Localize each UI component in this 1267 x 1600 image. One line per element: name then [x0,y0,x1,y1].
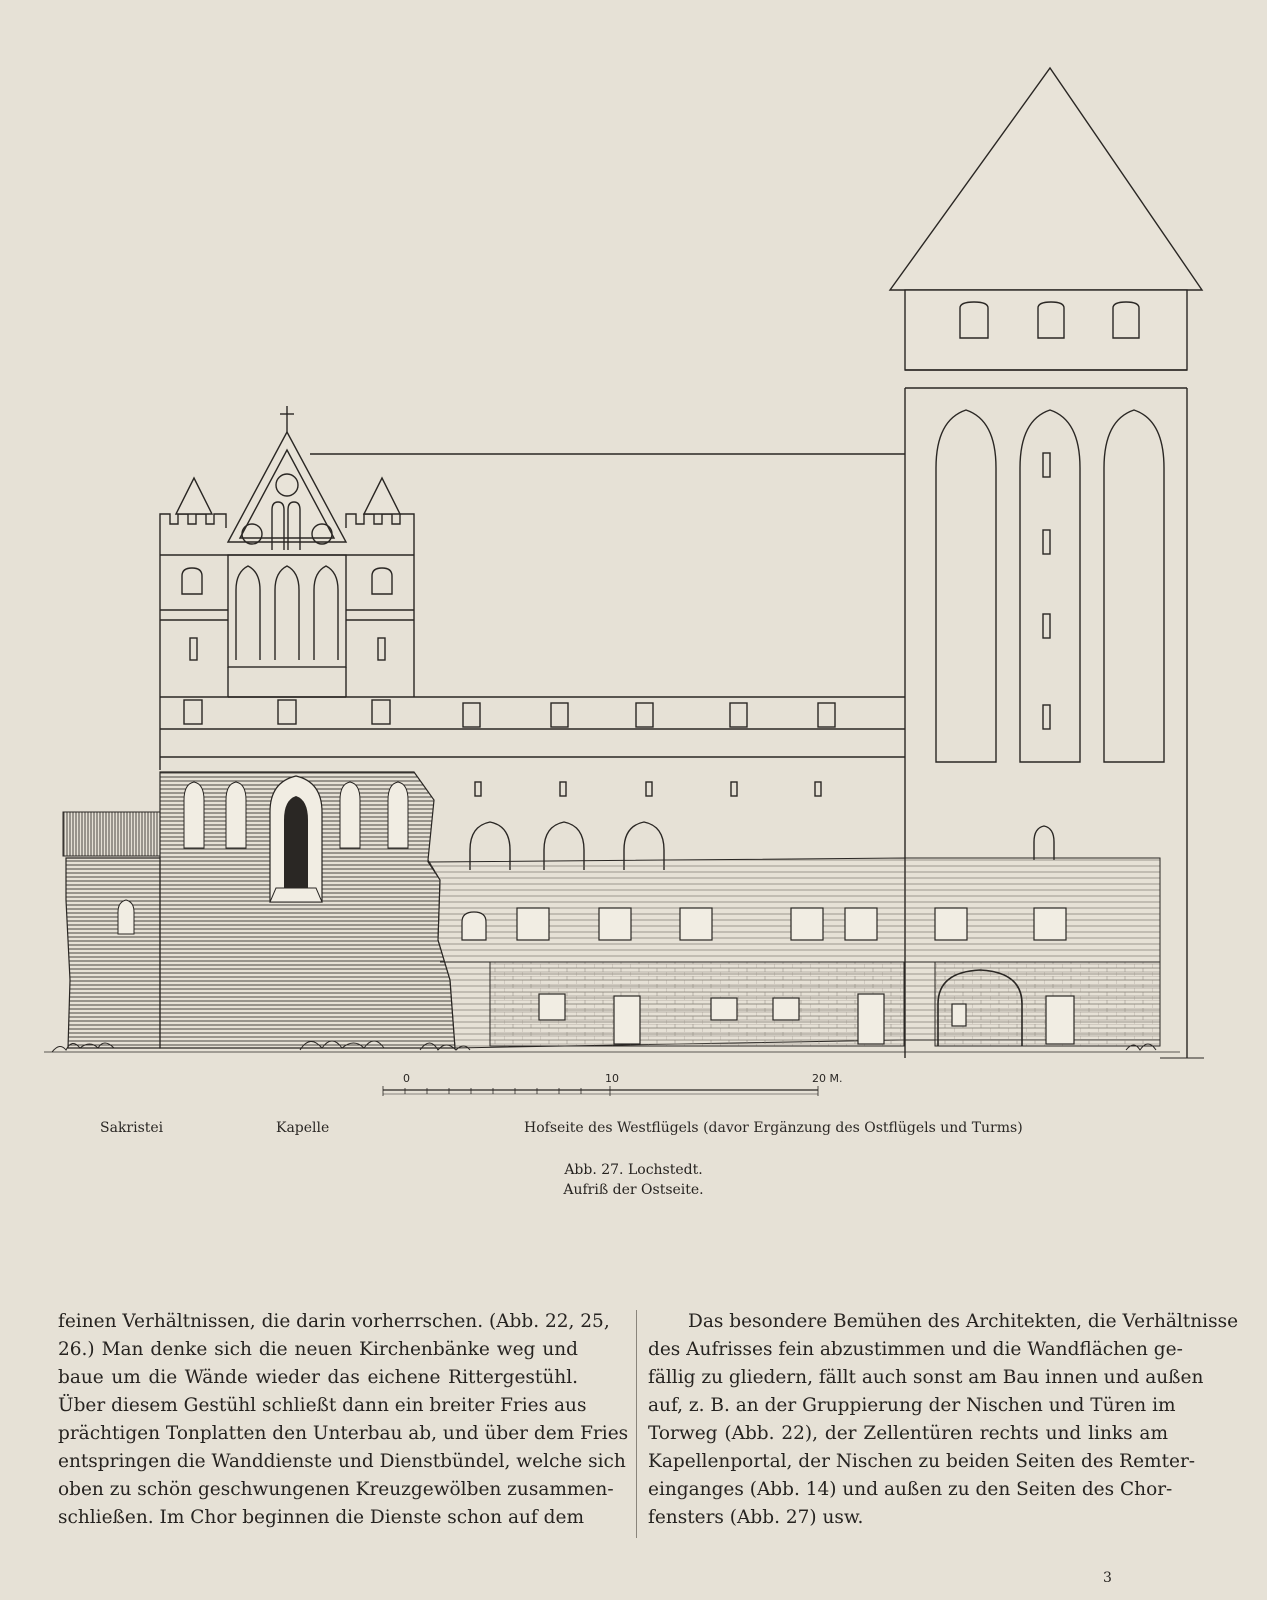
text-line: Torweg (Abb. 22), der Zellentüren rechts und links am [648,1423,1168,1444]
text-line: 26.) Man denke sich die neuen Kirchenbänke weg und [58,1339,578,1360]
text-line: baue um die Wände wieder das eichene Rittergestühl. [58,1367,578,1388]
courtyard-wing [428,858,1160,1048]
text-line: fällig zu gliedern, fällt auch sonst am Bau innen und außen [648,1367,1204,1388]
text-line: einganges (Abb. 14) und außen zu den Seiten des Chor- [648,1479,1173,1500]
scale-bar [383,1072,842,1096]
text-line: Das besondere Bemühen des Architekten, die Verhältnisse [688,1311,1239,1332]
scale-tick-20: 20 M. [812,1072,843,1085]
text-line: prächtigen Tonplatten den Unterbau ab, und über dem Fries [58,1423,629,1444]
label-hofseite: Hofseite des Westflügels (davor Ergänzung des Ostflügels und Turms) [524,1120,1023,1136]
label-sakristei: Sakristei [100,1120,164,1136]
page-number: 3 [1103,1570,1112,1586]
figure-caption [0,1160,1267,1200]
scale-tick-10: 10 [605,1072,619,1085]
text-line: Kapellenportal, der Nischen zu beiden Seiten des Remter- [648,1451,1196,1472]
caption-line-1: Abb. 27. Lochstedt. [564,1162,703,1178]
label-kapelle: Kapelle [276,1120,330,1136]
text-line: oben zu schön geschwungenen Kreuzgewölben zusammen- [58,1479,614,1500]
scale-tick-0: 0 [403,1072,410,1085]
text-column-right [648,1308,1239,1532]
column-divider [636,1310,637,1538]
text-line: fensters (Abb. 27) usw. [648,1507,864,1528]
text-line: entspringen die Wanddienste und Dienstbündel, welche sich [58,1451,626,1472]
sacristy [63,812,160,1048]
text-line: des Aufrisses fein abzustimmen und die Wandflächen ge- [648,1339,1183,1360]
text-line: Über diesem Gestühl schließt dann ein breiter Fries aus [58,1395,587,1416]
text-line: auf, z. B. an der Gruppierung der Nischen und Türen im [648,1395,1176,1416]
caption-line-2: Aufriß der Ostseite. [563,1182,704,1198]
text-line: schließen. Im Chor beginnen die Dienste schon auf dem [58,1507,584,1528]
upper-windows [463,703,1054,870]
text-column-left [58,1308,629,1532]
text-line: feinen Verhältnissen, die darin vorherrschen. (Abb. 22, 25, [58,1311,610,1332]
chapel [160,772,455,1048]
